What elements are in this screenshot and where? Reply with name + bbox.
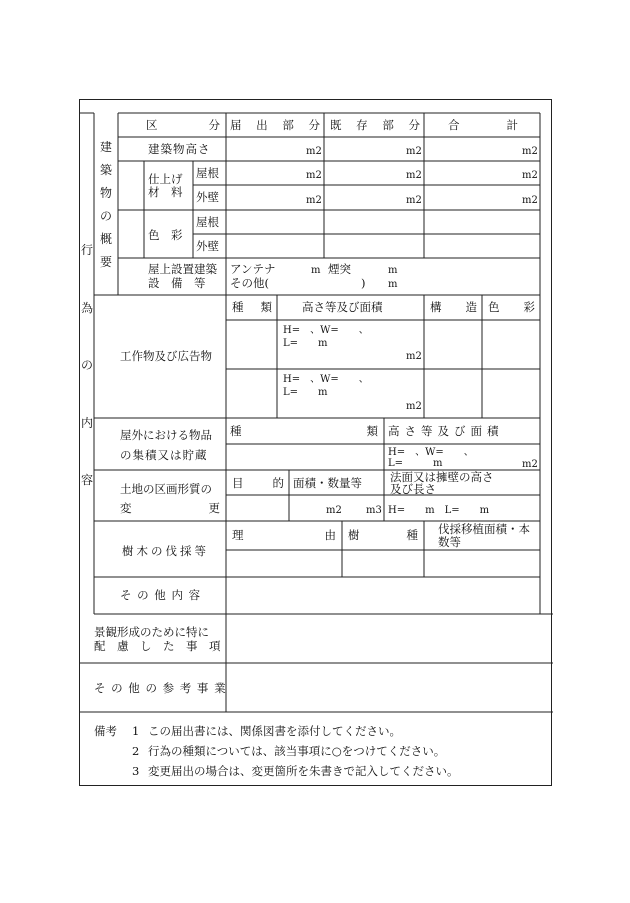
label-kenchikubutsu: 概 xyxy=(100,232,113,246)
note-number: 2 xyxy=(132,744,140,758)
unit-m2: m2 xyxy=(406,351,422,362)
unit-m2: m2 xyxy=(326,505,342,516)
th-riyu: 理 由 xyxy=(232,528,336,542)
unit-m2: m2 xyxy=(406,170,422,181)
unit-m2: m2 xyxy=(306,146,322,157)
note-text: 行為の種類については、該当事項に○をつけてください。 xyxy=(148,744,446,758)
label-koui: 容 xyxy=(81,473,94,487)
label-wall: 外壁 xyxy=(196,190,219,204)
text-l: L= m xyxy=(283,387,328,398)
th-jushu: 樹 種 xyxy=(348,528,418,542)
text-hw: H= 、W= 、 xyxy=(283,374,369,385)
label-rooftop-1: 屋上設置建築 xyxy=(148,262,217,276)
label-koui: 行 xyxy=(81,243,94,257)
unit-m2: m2 xyxy=(522,170,538,181)
label-tree: 樹木の伐採等 xyxy=(122,544,209,558)
th-mokuteki: 目 的 xyxy=(232,476,284,490)
label-koui: 為 xyxy=(81,301,94,315)
label-sankou: そ の 他 の 参 考 事 業 xyxy=(94,681,227,695)
note-text: この届出書には、関係図書を添付してください。 xyxy=(148,724,401,738)
th-shurui: 種 類 xyxy=(232,300,272,314)
label-kosakubutsu: 工作物及び広告物 xyxy=(120,349,212,363)
unit-m: m xyxy=(388,265,398,276)
th-shikisai: 色 彩 xyxy=(488,300,535,314)
label-chimney: 煙突 xyxy=(328,262,351,276)
label-roof: 屋根 xyxy=(196,166,219,180)
unit-m2: m2 xyxy=(406,146,422,157)
note-text: 変更届出の場合は、変更箇所を朱書きで記入してください。 xyxy=(148,764,459,778)
th-takasa: 高さ等及び面積 xyxy=(302,300,383,314)
label-roof: 屋根 xyxy=(196,215,219,229)
unit-m3: m3 xyxy=(366,505,382,516)
unit-m2: m2 xyxy=(522,146,538,157)
header-kubun: 区 分 xyxy=(146,118,220,132)
th-bassai-2: 数等 xyxy=(438,535,461,549)
th-kozo: 構 造 xyxy=(430,300,477,314)
note-number: 1 xyxy=(132,724,140,738)
label-outdoor-1: 屋外における物品 xyxy=(120,428,212,442)
unit-m2: m2 xyxy=(522,195,538,206)
th-takasa-menseki: 高さ等及び面積 xyxy=(388,424,504,438)
th-shurui-2: 種 類 xyxy=(230,424,378,438)
label-sonota-naiyo: そ の 他 内 容 xyxy=(120,588,202,602)
label-height: 建築物高さ xyxy=(148,142,211,156)
label-finish-2: 材 料 xyxy=(148,185,183,199)
label-antenna: アンテナ xyxy=(230,262,276,276)
label-koui: の xyxy=(81,358,94,372)
label-rooftop-2: 設 備 等 xyxy=(148,276,206,290)
label-kenchikubutsu: 築 xyxy=(100,163,113,177)
unit-m2: m2 xyxy=(522,459,538,470)
unit-m2: m2 xyxy=(406,401,422,412)
header-gokei: 合 計 xyxy=(448,118,518,132)
th-nori-1: 法面又は擁壁の高さ xyxy=(390,470,494,484)
label-kenchikubutsu: 物 xyxy=(100,186,113,200)
label-kenchikubutsu: の xyxy=(100,209,113,223)
label-kenchikubutsu: 要 xyxy=(100,255,113,269)
label-kenchikubutsu: 建 xyxy=(100,140,113,154)
text-l: L= m xyxy=(283,338,328,349)
text-l: L= m xyxy=(388,458,443,469)
label-other: その他( ) xyxy=(230,276,366,290)
th-bassai-1: 伐採移植面積・本 xyxy=(438,522,530,536)
label-koui: 内 xyxy=(81,416,94,430)
label-finish-1: 仕上げ xyxy=(148,172,183,186)
note-number: 3 xyxy=(132,764,140,778)
unit-m2: m2 xyxy=(306,195,322,206)
notes-heading: 備考 xyxy=(94,724,117,738)
unit-m2: m2 xyxy=(306,170,322,181)
text-hw: H= 、W= 、 xyxy=(388,447,474,458)
header-kison: 既 存 部 分 xyxy=(330,118,420,132)
unit-m2: m2 xyxy=(406,195,422,206)
notification-form-table xyxy=(79,99,552,786)
th-menseki-suryo: 面積・数量等 xyxy=(293,476,362,490)
unit-m: m xyxy=(388,279,398,290)
label-color: 色 彩 xyxy=(148,228,183,242)
label-keikan-2: 配 慮 し た 事 項 xyxy=(94,639,221,653)
label-land-2: 変 更 xyxy=(120,501,220,515)
text-hml: H= m L= m xyxy=(388,505,490,516)
label-keikan-1: 景観形成のために特に xyxy=(94,625,209,639)
text-hw: H= 、W= 、 xyxy=(283,325,369,336)
label-outdoor-2: の集積又は貯蔵 xyxy=(120,448,208,462)
header-todoke: 届 出 部 分 xyxy=(230,118,320,132)
th-nori-2: 及び長さ xyxy=(390,482,436,496)
label-land-1: 土地の区画形質の xyxy=(120,482,212,496)
unit-m: m xyxy=(311,265,321,276)
label-wall: 外壁 xyxy=(196,239,219,253)
